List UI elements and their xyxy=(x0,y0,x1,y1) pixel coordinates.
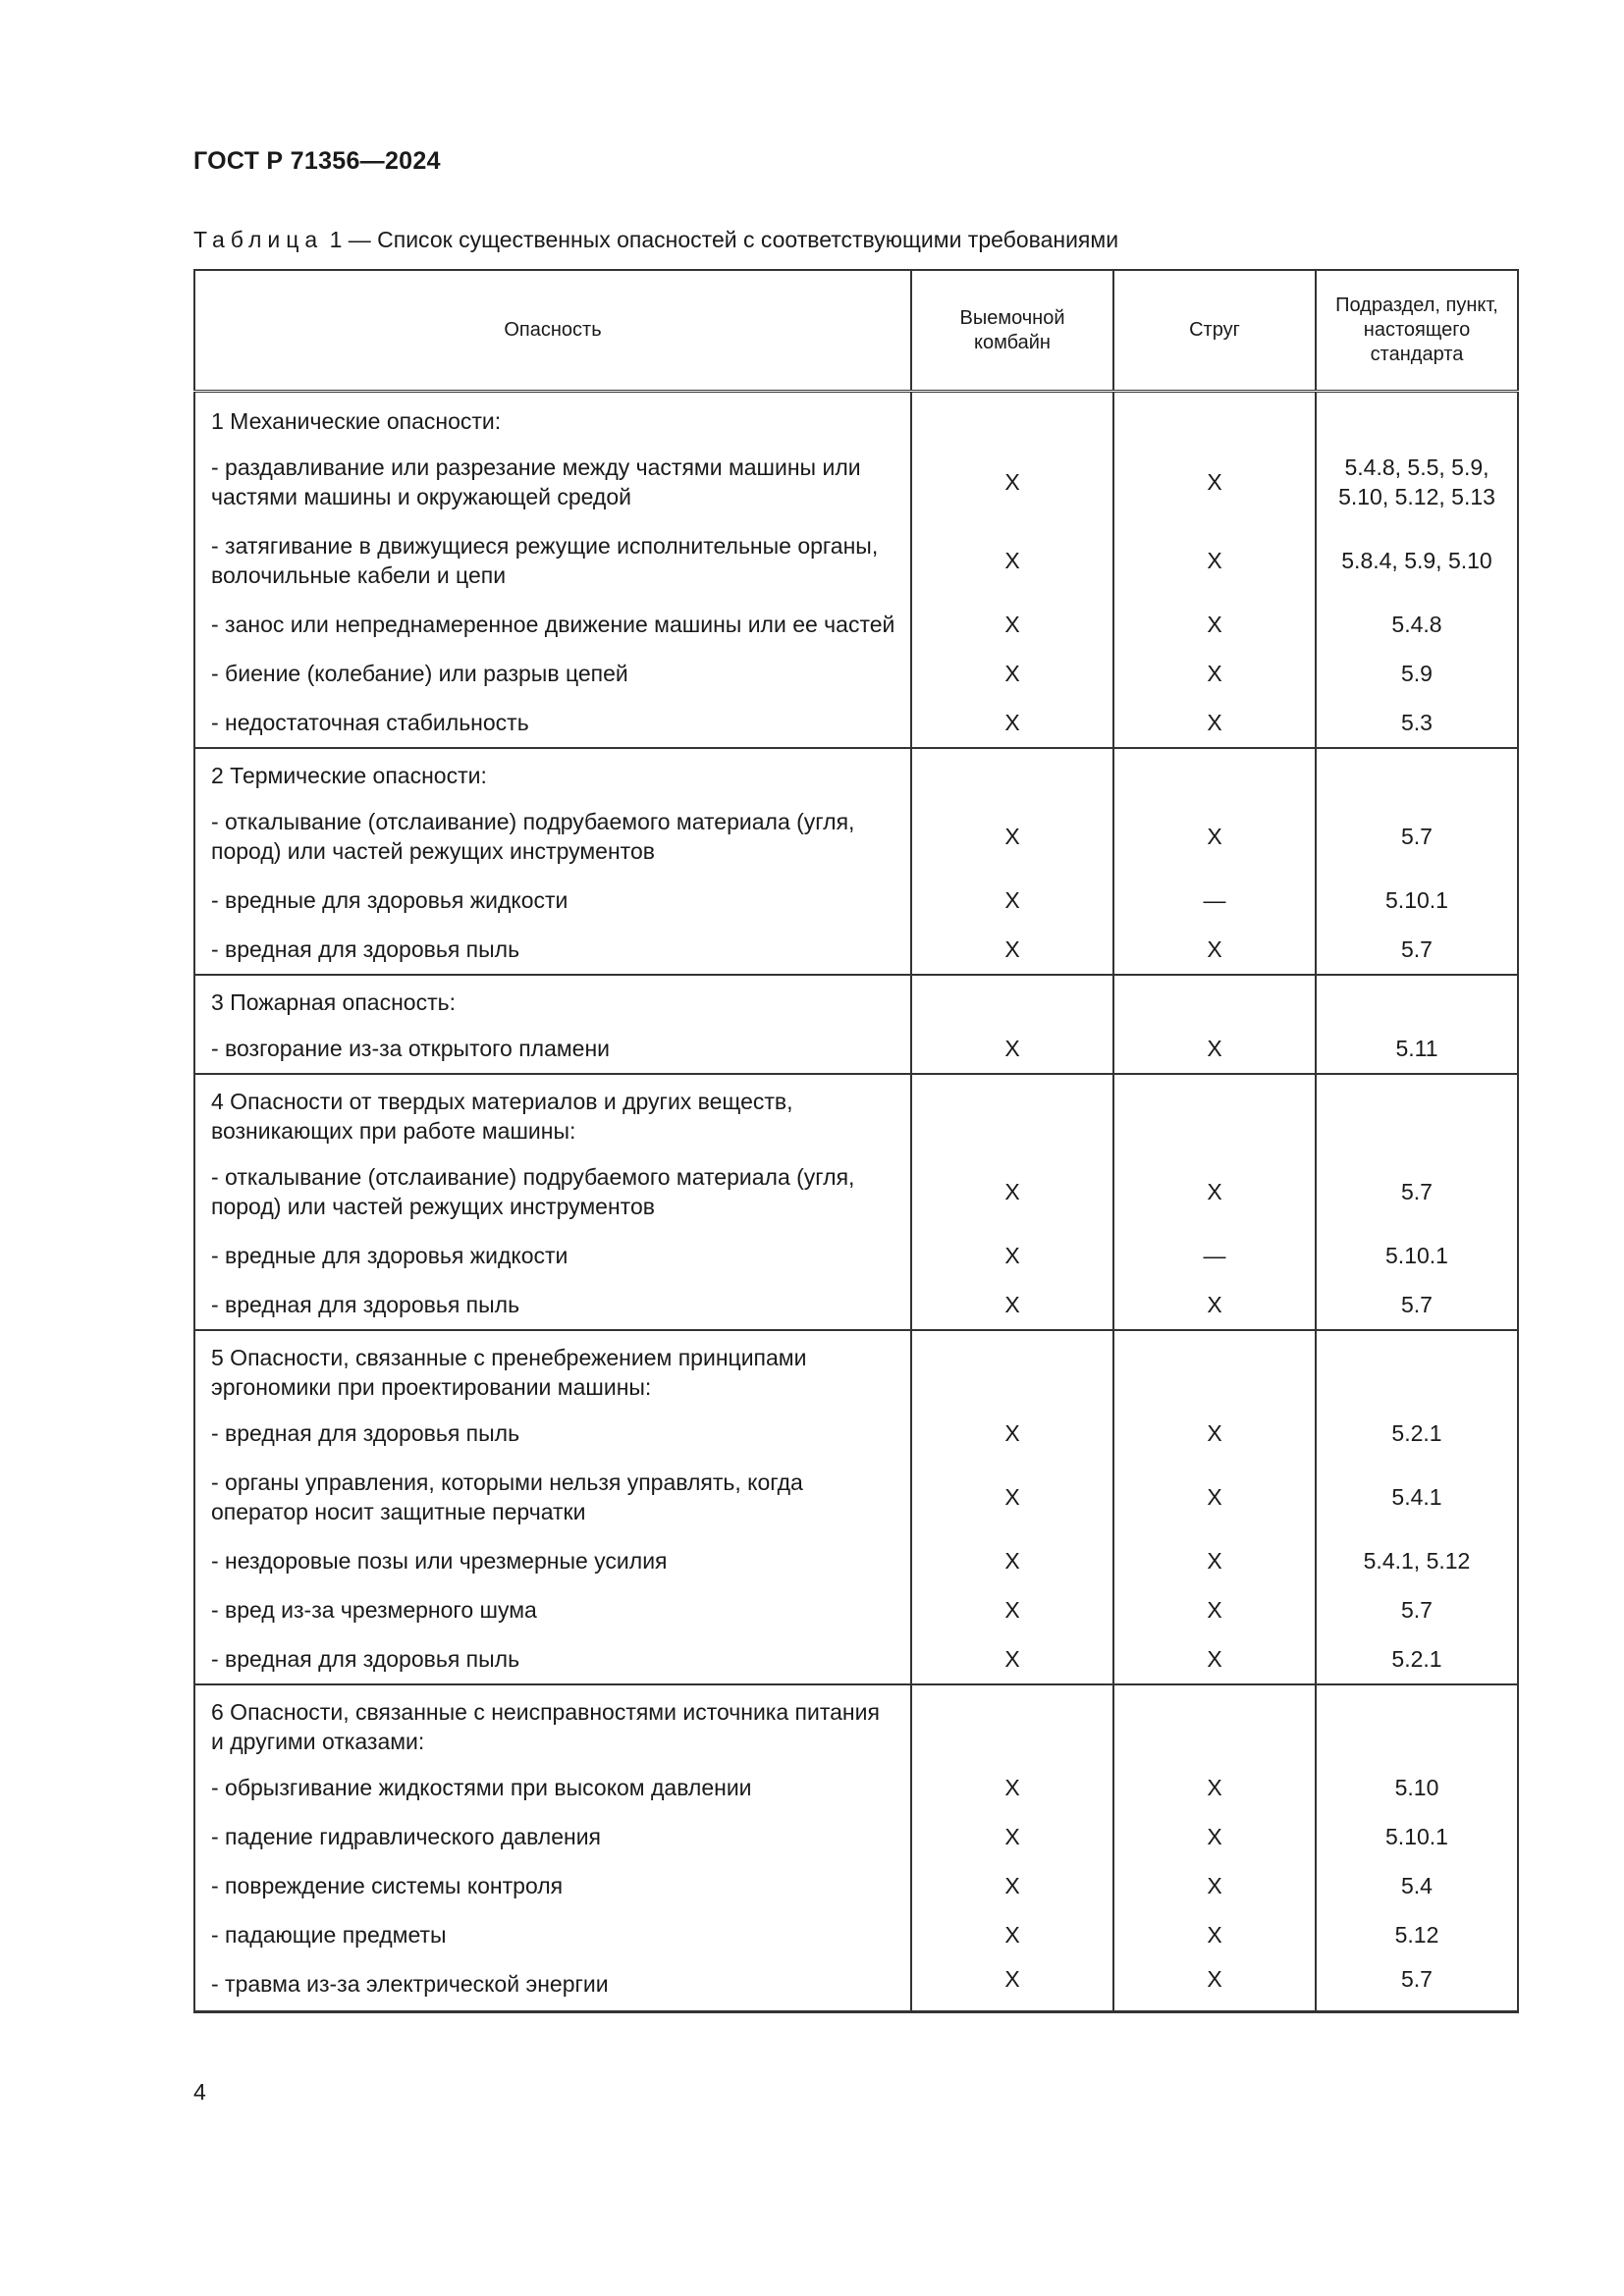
plow-mark-cell: X xyxy=(1113,1959,1316,2012)
empty-cell xyxy=(911,392,1113,444)
empty-cell xyxy=(1113,1330,1316,1409)
empty-cell xyxy=(911,1684,1113,1763)
hazard-cell: - занос или непреднамеренное движение машины или ее частей xyxy=(194,600,911,649)
combine-mark-cell: X xyxy=(911,600,1113,649)
reference-cell: 5.4.1 xyxy=(1316,1458,1518,1536)
hazard-cell: - падающие предметы xyxy=(194,1910,911,1959)
plow-mark-cell: X xyxy=(1113,1409,1316,1458)
table-row xyxy=(194,1024,1518,1074)
hazard-cell: - биение (колебание) или разрыв цепей xyxy=(194,649,911,698)
plow-mark-cell: X xyxy=(1113,1152,1316,1231)
caption-prefix: Таблица xyxy=(193,227,324,252)
hazard-table xyxy=(193,269,1519,2013)
combine-mark-cell: X xyxy=(911,521,1113,600)
reference-cell: 5.3 xyxy=(1316,698,1518,748)
col-header-plow: Струг xyxy=(1113,270,1316,392)
reference-cell: 5.4 xyxy=(1316,1861,1518,1910)
table-row xyxy=(194,1231,1518,1280)
combine-mark-cell: X xyxy=(911,1536,1113,1585)
combine-mark-cell: X xyxy=(911,1280,1113,1330)
table-row xyxy=(194,1763,1518,1812)
empty-cell xyxy=(1316,1684,1518,1763)
reference-cell: 5.2.1 xyxy=(1316,1634,1518,1684)
group-title: 6 Опасности, связанные с неисправностями источника питания и другими отказами: xyxy=(194,1684,911,1763)
group-header-row xyxy=(194,975,1518,1024)
hazard-cell: - вредные для здоровья жидкости xyxy=(194,1231,911,1280)
table-row xyxy=(194,1585,1518,1634)
plow-mark-cell: X xyxy=(1113,1763,1316,1812)
table-row xyxy=(194,1458,1518,1536)
group-title: 2 Термические опасности: xyxy=(194,748,911,797)
table-row xyxy=(194,1536,1518,1585)
reference-cell: 5.4.8, 5.5, 5.9, 5.10, 5.12, 5.13 xyxy=(1316,443,1518,521)
reference-cell: 5.7 xyxy=(1316,797,1518,876)
plow-mark-cell: X xyxy=(1113,649,1316,698)
combine-mark-cell: X xyxy=(911,443,1113,521)
table-row xyxy=(194,1910,1518,1959)
table-row xyxy=(194,649,1518,698)
table-caption xyxy=(193,227,1118,253)
empty-cell xyxy=(1113,392,1316,444)
plow-mark-cell: X xyxy=(1113,443,1316,521)
table-row xyxy=(194,925,1518,975)
reference-cell: 5.11 xyxy=(1316,1024,1518,1074)
plow-mark-cell: X xyxy=(1113,1910,1316,1959)
empty-cell xyxy=(1316,1330,1518,1409)
reference-cell: 5.8.4, 5.9, 5.10 xyxy=(1316,521,1518,600)
empty-cell xyxy=(1113,1684,1316,1763)
plow-mark-cell: X xyxy=(1113,1861,1316,1910)
combine-mark-cell: X xyxy=(911,649,1113,698)
table-header-row xyxy=(194,270,1518,392)
hazard-cell: - недостаточная стабильность xyxy=(194,698,911,748)
empty-cell xyxy=(911,1074,1113,1152)
table-row xyxy=(194,1812,1518,1861)
table-row xyxy=(194,521,1518,600)
plow-mark-cell: X xyxy=(1113,1280,1316,1330)
table-row xyxy=(194,797,1518,876)
hazard-cell: - вредная для здоровья пыль xyxy=(194,1634,911,1684)
hazard-cell: - откалывание (отслаивание) подрубаемого материала (угля, пород) или частей режущих инструментов xyxy=(194,1152,911,1231)
empty-cell xyxy=(1316,748,1518,797)
combine-mark-cell: X xyxy=(911,925,1113,975)
hazard-cell: - вредная для здоровья пыль xyxy=(194,1280,911,1330)
group-title: 5 Опасности, связанные с пренебрежением принципами эргономики при проектировании машины: xyxy=(194,1330,911,1409)
empty-cell xyxy=(1113,748,1316,797)
plow-mark-cell: X xyxy=(1113,1634,1316,1684)
table-row xyxy=(194,1280,1518,1330)
table-row xyxy=(194,600,1518,649)
combine-mark-cell: X xyxy=(911,1024,1113,1074)
col-header-hazard: Опасность xyxy=(194,270,911,392)
combine-mark-cell: X xyxy=(911,1861,1113,1910)
plow-mark-cell: X xyxy=(1113,1536,1316,1585)
table-row xyxy=(194,876,1518,925)
hazard-cell: - затягивание в движущиеся режущие исполнительные органы, волочильные кабели и цепи xyxy=(194,521,911,600)
plow-mark-cell: X xyxy=(1113,797,1316,876)
reference-cell: 5.4.1, 5.12 xyxy=(1316,1536,1518,1585)
combine-mark-cell: X xyxy=(911,1231,1113,1280)
plow-mark-cell: — xyxy=(1113,876,1316,925)
hazard-cell: - органы управления, которыми нельзя управлять, когда оператор носит защитные перчатки xyxy=(194,1458,911,1536)
reference-cell: 5.7 xyxy=(1316,1959,1518,2012)
combine-mark-cell: X xyxy=(911,1152,1113,1231)
hazard-cell: - вредные для здоровья жидкости xyxy=(194,876,911,925)
empty-cell xyxy=(1316,975,1518,1024)
table-body xyxy=(194,392,1518,2012)
hazard-cell: - повреждение системы контроля xyxy=(194,1861,911,1910)
hazard-cell: - падение гидравлического давления xyxy=(194,1812,911,1861)
combine-mark-cell: X xyxy=(911,797,1113,876)
combine-mark-cell: X xyxy=(911,1812,1113,1861)
plow-mark-cell: X xyxy=(1113,1585,1316,1634)
plow-mark-cell: X xyxy=(1113,1024,1316,1074)
hazard-cell: - вредная для здоровья пыль xyxy=(194,1409,911,1458)
combine-mark-cell: X xyxy=(911,1458,1113,1536)
reference-cell: 5.2.1 xyxy=(1316,1409,1518,1458)
caption-text: 1 — Список существенных опасностей с соответствующими требованиями xyxy=(323,227,1119,252)
hazard-cell: - нездоровые позы или чрезмерные усилия xyxy=(194,1536,911,1585)
group-title: 4 Опасности от твердых материалов и других веществ, возникающих при работе машины: xyxy=(194,1074,911,1152)
group-title: 1 Механические опасности: xyxy=(194,392,911,444)
plow-mark-cell: X xyxy=(1113,600,1316,649)
combine-mark-cell: X xyxy=(911,698,1113,748)
empty-cell xyxy=(1113,975,1316,1024)
table-row xyxy=(194,1152,1518,1231)
reference-cell: 5.7 xyxy=(1316,1280,1518,1330)
combine-mark-cell: X xyxy=(911,1585,1113,1634)
table-row xyxy=(194,1861,1518,1910)
page-number: 4 xyxy=(193,2079,206,2105)
hazard-cell: - откалывание (отслаивание) подрубаемого материала (угля, пород) или частей режущих инструментов xyxy=(194,797,911,876)
plow-mark-cell: X xyxy=(1113,925,1316,975)
reference-cell: 5.7 xyxy=(1316,1152,1518,1231)
reference-cell: 5.7 xyxy=(1316,1585,1518,1634)
empty-cell xyxy=(1113,1074,1316,1152)
plow-mark-cell: — xyxy=(1113,1231,1316,1280)
hazard-cell: - травма из-за электрической энергии xyxy=(194,1959,911,2012)
reference-cell: 5.12 xyxy=(1316,1910,1518,1959)
table-row xyxy=(194,698,1518,748)
hazard-cell: - обрызгивание жидкостями при высоком давлении xyxy=(194,1763,911,1812)
empty-cell xyxy=(1316,1074,1518,1152)
table-row xyxy=(194,1409,1518,1458)
plow-mark-cell: X xyxy=(1113,521,1316,600)
col-header-reference: Подраздел, пункт, настоящего стандарта xyxy=(1316,270,1518,392)
group-header-row xyxy=(194,1684,1518,1763)
hazard-cell: - вред из-за чрезмерного шума xyxy=(194,1585,911,1634)
table-row xyxy=(194,1634,1518,1684)
combine-mark-cell: X xyxy=(911,876,1113,925)
empty-cell xyxy=(1316,392,1518,444)
hazard-cell: - возгорание из-за открытого пламени xyxy=(194,1024,911,1074)
reference-cell: 5.10.1 xyxy=(1316,1231,1518,1280)
combine-mark-cell: X xyxy=(911,1959,1113,2012)
empty-cell xyxy=(911,975,1113,1024)
plow-mark-cell: X xyxy=(1113,1458,1316,1536)
plow-mark-cell: X xyxy=(1113,1812,1316,1861)
document-code: ГОСТ Р 71356—2024 xyxy=(193,147,441,175)
hazard-cell: - раздавливание или разрезание между частями машины или частями машины и окружающей средой xyxy=(194,443,911,521)
empty-cell xyxy=(911,1330,1113,1409)
group-title: 3 Пожарная опасность: xyxy=(194,975,911,1024)
combine-mark-cell: X xyxy=(911,1763,1113,1812)
table-row xyxy=(194,443,1518,521)
combine-mark-cell: X xyxy=(911,1634,1113,1684)
group-header-row xyxy=(194,392,1518,444)
group-header-row xyxy=(194,748,1518,797)
hazard-cell: - вредная для здоровья пыль xyxy=(194,925,911,975)
empty-cell xyxy=(911,748,1113,797)
reference-cell: 5.10 xyxy=(1316,1763,1518,1812)
reference-cell: 5.10.1 xyxy=(1316,1812,1518,1861)
table-row xyxy=(194,1959,1518,2012)
reference-cell: 5.10.1 xyxy=(1316,876,1518,925)
combine-mark-cell: X xyxy=(911,1910,1113,1959)
col-header-combine: Выемочной комбайн xyxy=(911,270,1113,392)
reference-cell: 5.7 xyxy=(1316,925,1518,975)
plow-mark-cell: X xyxy=(1113,698,1316,748)
reference-cell: 5.4.8 xyxy=(1316,600,1518,649)
combine-mark-cell: X xyxy=(911,1409,1113,1458)
group-header-row xyxy=(194,1074,1518,1152)
reference-cell: 5.9 xyxy=(1316,649,1518,698)
group-header-row xyxy=(194,1330,1518,1409)
